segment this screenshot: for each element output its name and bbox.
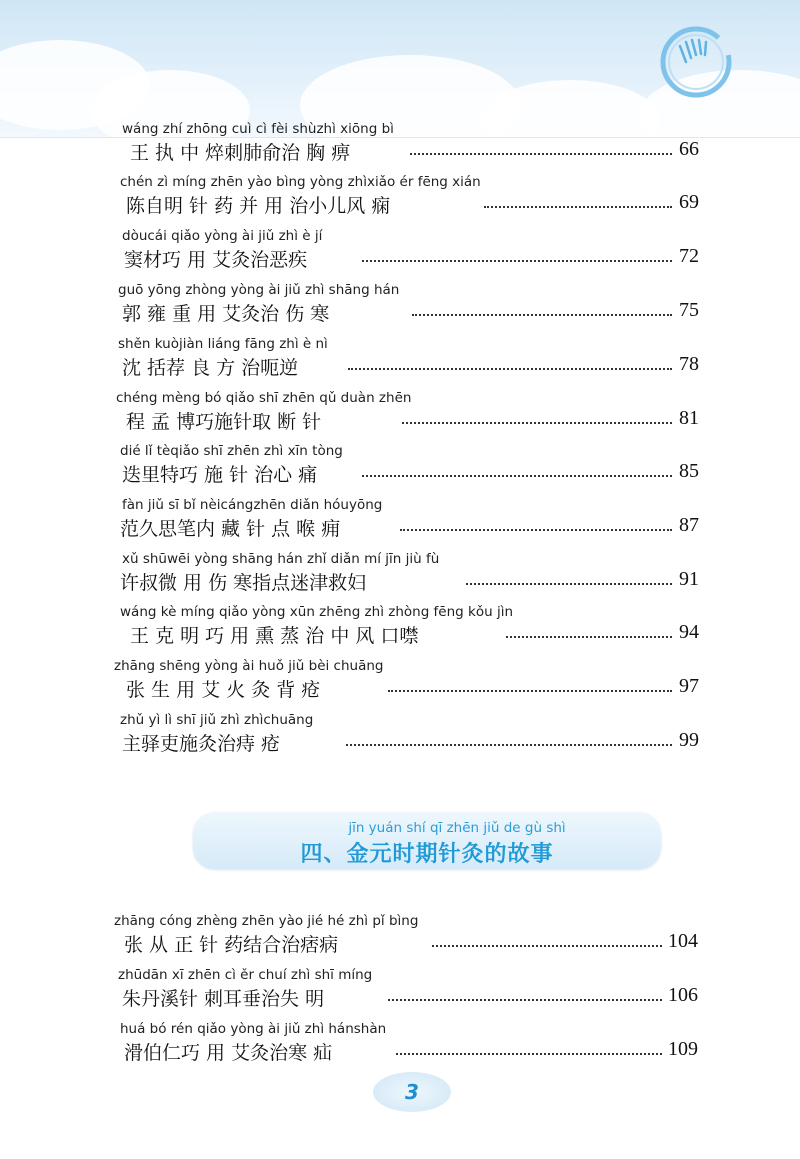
toc-entry[interactable] (0, 282, 800, 336)
leader-dots (484, 194, 672, 208)
circle-emblem-icon (656, 22, 736, 102)
entry-page-number: 97 (679, 675, 699, 697)
entry-page-number: 85 (679, 460, 699, 482)
entry-title: 主驿吏施灸治痔 疮 (122, 733, 281, 755)
leader-dots (412, 302, 672, 316)
entry-page-number: 109 (668, 1038, 698, 1060)
entry-pinyin: chéng mèng bó qiǎo shī zhēn qǔ duàn zhēn (116, 390, 412, 406)
entry-title: 范久思笔内 藏 针 点 喉 痈 (120, 518, 341, 540)
entry-pinyin: wáng zhí zhōng cuì cì fèi shùzhì xiōng bì (122, 121, 394, 137)
leader-dots (396, 1041, 662, 1055)
entry-pinyin: fàn jiǔ sī bǐ nèicángzhēn diǎn hóuyōng (122, 497, 383, 513)
toc-entry[interactable] (0, 228, 800, 282)
entry-pinyin: shěn kuòjiàn liáng fāng zhì è nì (118, 336, 328, 352)
entry-page-number: 106 (668, 984, 698, 1006)
entry-title: 陈自明 针 药 并 用 治小儿风 痫 (126, 195, 391, 217)
entry-page-number: 78 (679, 353, 699, 375)
entry-pinyin: zhǔ yì lì shī jiǔ zhì zhìchuāng (120, 712, 314, 728)
entry-title: 窦材巧 用 艾灸治恶疾 (124, 249, 308, 271)
entry-title: 王 执 中 焠刺肺俞治 胸 痹 (130, 142, 351, 164)
entry-page-number: 75 (679, 299, 699, 321)
page-number-badge (373, 1072, 451, 1112)
leader-dots (388, 678, 672, 692)
entry-page-number: 104 (668, 930, 698, 952)
section-banner (193, 812, 661, 869)
entry-pinyin: zhūdān xī zhēn cì ěr chuí zhì shī míng (118, 967, 373, 983)
toc-entry[interactable] (0, 443, 800, 497)
page-number: 3 (405, 1080, 419, 1104)
toc-entry[interactable] (0, 604, 800, 658)
entry-pinyin: xǔ shūwēi yòng shāng hán zhǐ diǎn mí jīn jiù fù (122, 551, 440, 567)
entry-title: 张 从 正 针 药结合治痞病 (124, 934, 339, 956)
entry-title: 许叔微 用 伤 寒指点迷津救妇 (120, 572, 367, 594)
entry-title: 滑伯仁巧 用 艾灸治寒 疝 (124, 1042, 333, 1064)
leader-dots (432, 933, 662, 947)
entry-title: 张 生 用 艾 火 灸 背 疮 (126, 679, 321, 701)
leader-dots (400, 517, 672, 531)
toc-entry[interactable] (0, 336, 800, 390)
toc-entry[interactable] (0, 712, 800, 766)
toc-entry[interactable] (0, 658, 800, 712)
entry-pinyin: dié lǐ tèqiǎo shī zhēn zhì xīn tòng (120, 443, 343, 459)
entry-page-number: 91 (679, 568, 699, 590)
entry-title: 朱丹溪针 刺耳垂治失 明 (122, 988, 325, 1010)
entry-pinyin: zhāng cóng zhèng zhēn yào jié hé zhì pǐ bìng (114, 913, 419, 929)
entry-title: 沈 括荐 良 方 治呃逆 (122, 357, 299, 379)
toc-entry[interactable] (0, 497, 800, 551)
leader-dots (346, 732, 672, 746)
leader-dots (388, 987, 662, 1001)
section-pinyin: jīn yuán shí qī zhēn jiǔ de gù shì (348, 820, 566, 836)
leader-dots (410, 141, 672, 155)
entry-page-number: 66 (679, 138, 699, 160)
entry-page-number: 94 (679, 621, 699, 643)
toc-entry[interactable] (0, 174, 800, 228)
entry-pinyin: zhāng shēng yòng ài huǒ jiǔ bèi chuāng (114, 658, 384, 674)
toc-entry[interactable] (0, 390, 800, 444)
toc-entry[interactable] (0, 121, 800, 175)
entry-title: 王 克 明 巧 用 熏 蒸 治 中 风 口噤 (130, 625, 419, 647)
entry-title: 郭 雍 重 用 艾灸治 伤 寒 (122, 303, 330, 325)
entry-page-number: 72 (679, 245, 699, 267)
entry-pinyin: guō yōng zhòng yòng ài jiǔ zhì shāng hán (118, 282, 400, 298)
section-title: 四、金元时期针灸的故事 (300, 842, 554, 867)
leader-dots (348, 356, 672, 370)
entry-pinyin: wáng kè míng qiǎo yòng xūn zhēng zhì zhòng fēng kǒu jìn (120, 604, 514, 620)
entry-page-number: 81 (679, 407, 699, 429)
leader-dots (506, 624, 672, 638)
toc-entry[interactable] (0, 967, 800, 1021)
entry-pinyin: chén zì míng zhēn yào bìng yòng zhìxiǎo ér fēng xián (120, 174, 481, 190)
entry-title: 迭里特巧 施 针 治心 痛 (122, 464, 318, 486)
leader-dots (362, 248, 672, 262)
entry-pinyin: huá bó rén qiǎo yòng ài jiǔ zhì hánshàn (120, 1021, 387, 1037)
leader-dots (402, 410, 672, 424)
entry-page-number: 99 (679, 729, 699, 751)
leader-dots (466, 571, 672, 585)
toc-entry[interactable] (0, 551, 800, 605)
toc-entry[interactable] (0, 913, 800, 967)
entry-page-number: 87 (679, 514, 699, 536)
entry-title: 程 孟 博巧施针取 断 针 (126, 411, 322, 433)
entry-pinyin: dòucái qiǎo yòng ài jiǔ zhì è jí (122, 228, 323, 244)
leader-dots (362, 463, 672, 477)
toc-entry[interactable] (0, 1021, 800, 1075)
entry-page-number: 69 (679, 191, 699, 213)
header-sky-background (0, 0, 800, 138)
